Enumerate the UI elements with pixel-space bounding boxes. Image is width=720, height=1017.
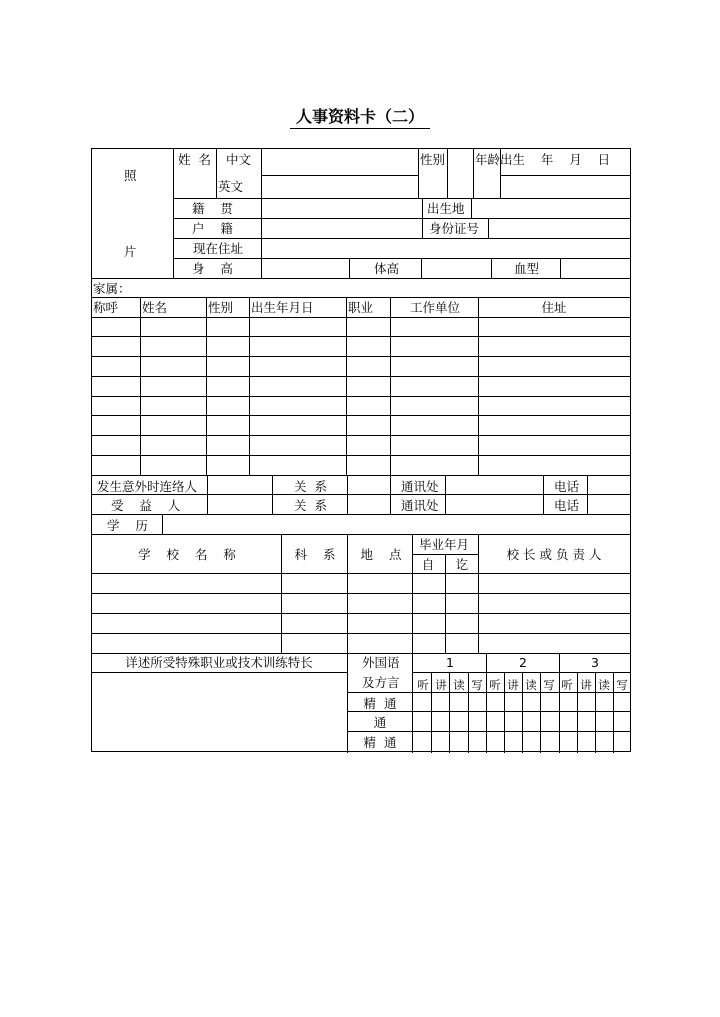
rule-line — [390, 297, 391, 475]
level-proficient: 通 — [373, 715, 387, 730]
rule-line — [92, 415, 478, 416]
rule-line — [478, 534, 479, 653]
rule-line — [347, 475, 348, 514]
family-label: 家属： — [93, 281, 131, 296]
rule-line — [613, 672, 614, 753]
rule-line — [560, 258, 561, 278]
rule-line — [540, 672, 541, 753]
rule-line — [449, 672, 450, 753]
beneficiary-address-label: 通讯处 — [401, 498, 439, 513]
language-group-3: 3 — [591, 655, 599, 670]
graduation-to-header: 讫 — [455, 557, 469, 572]
family-header-employer: 工作单位 — [409, 300, 461, 315]
chinese-name-label: 中文 — [226, 152, 252, 167]
rule-line — [471, 198, 472, 218]
photo-label-top: 照 — [124, 168, 137, 183]
rule-line — [92, 613, 630, 614]
name-label: 姓 名 — [178, 152, 211, 167]
rule-line — [478, 376, 630, 377]
rule-line — [92, 514, 630, 515]
household-label: 户 籍 — [192, 221, 233, 236]
language-group-2: 2 — [519, 655, 527, 670]
blood-type-label: 血型 — [514, 261, 540, 276]
ability-speak-1: 讲 — [435, 678, 447, 692]
rule-line — [347, 534, 348, 653]
language-label-2: 及方言 — [362, 675, 400, 690]
rule-line — [162, 514, 163, 534]
rule-line — [262, 175, 418, 176]
ability-listen-2: 听 — [489, 678, 501, 692]
rule-line — [412, 653, 413, 753]
rule-line — [140, 297, 141, 475]
principal-header: 校 长 或 负 责 人 — [506, 547, 602, 562]
rule-line — [421, 258, 422, 278]
rule-line — [595, 672, 596, 753]
emergency-phone-label: 电话 — [554, 479, 580, 494]
ability-listen-1: 听 — [417, 678, 429, 692]
gender-label: 性别 — [420, 152, 446, 167]
rule-line — [478, 435, 630, 436]
emergency-address-label: 通讯处 — [401, 479, 439, 494]
family-header-gender: 性别 — [208, 300, 234, 315]
family-header-birth: 出生年月日 — [251, 300, 314, 315]
rule-line — [174, 198, 630, 199]
page-title: 人事资料卡（二） — [0, 104, 720, 127]
rule-line — [92, 672, 347, 673]
graduation-from-header: 自 — [421, 557, 435, 572]
level-fluent-2: 精 通 — [363, 735, 397, 750]
language-group-1: 1 — [446, 655, 454, 670]
ability-write-1: 写 — [471, 678, 483, 692]
rule-line — [92, 573, 630, 574]
birth-date-label: 出生 年 月 日 — [500, 152, 611, 167]
beneficiary-phone-label: 电话 — [554, 498, 580, 513]
rule-line — [92, 317, 478, 318]
rule-line — [261, 149, 262, 278]
rule-line — [347, 711, 630, 712]
personnel-form — [91, 148, 631, 752]
rule-line — [478, 317, 630, 318]
rule-line — [491, 258, 492, 278]
rule-line — [206, 297, 207, 475]
rule-line — [478, 415, 630, 416]
rule-line — [207, 475, 208, 514]
family-header-title: 称呼 — [93, 300, 119, 315]
rule-line — [349, 258, 350, 278]
rule-line — [174, 238, 630, 239]
rule-line — [92, 534, 630, 535]
native-place-label: 籍 贯 — [192, 201, 233, 216]
rule-line — [92, 475, 630, 476]
rule-line — [390, 475, 391, 514]
ability-write-3: 写 — [616, 678, 628, 692]
rule-line — [92, 278, 630, 279]
rule-line — [447, 149, 448, 198]
id-number-label: 身份证号 — [429, 221, 480, 236]
rule-line — [92, 356, 478, 357]
language-label-1: 外国语 — [362, 655, 400, 670]
education-label: 学 历 — [107, 518, 148, 533]
special-training-label: 详述所受特殊职业或技术训练特长 — [125, 655, 313, 670]
rule-line — [418, 149, 419, 198]
rule-line — [92, 376, 478, 377]
age-label: 年龄 — [475, 152, 501, 167]
rule-line — [92, 593, 630, 594]
rule-line — [478, 297, 479, 475]
rule-line — [478, 396, 630, 397]
weight-label: 体高 — [374, 261, 400, 276]
family-header-name: 姓名 — [142, 300, 168, 315]
family-header-address: 住址 — [541, 300, 567, 315]
emergency-contact-label: 发生意外时连络人 — [97, 479, 198, 494]
rule-line — [347, 731, 630, 732]
beneficiary-label: 受 益 人 — [111, 498, 181, 513]
rule-line — [478, 336, 630, 337]
rule-line — [543, 475, 544, 514]
rule-line — [92, 396, 478, 397]
school-name-header: 学 校 名 称 — [138, 547, 236, 562]
rule-line — [272, 475, 273, 514]
rule-line — [92, 336, 478, 337]
ability-speak-2: 讲 — [507, 678, 519, 692]
level-fluent-1: 精 通 — [363, 696, 397, 711]
rule-line — [473, 149, 474, 198]
rule-line — [92, 494, 630, 495]
rule-line — [346, 297, 347, 475]
family-header-job: 职业 — [348, 300, 374, 315]
rule-line — [422, 198, 423, 238]
graduation-header: 毕业年月 — [418, 537, 470, 552]
rule-line — [216, 149, 217, 198]
current-address-label: 现在住址 — [193, 241, 244, 256]
rule-line — [486, 653, 487, 753]
rule-line — [412, 672, 630, 673]
height-label: 身 高 — [192, 261, 233, 276]
rule-line — [587, 475, 588, 514]
ability-listen-3: 听 — [561, 678, 573, 692]
rule-line — [92, 297, 630, 298]
ability-read-2: 读 — [525, 678, 537, 692]
rule-line — [488, 218, 489, 238]
rule-line — [500, 175, 630, 176]
rule-line — [174, 258, 630, 259]
rule-line — [92, 653, 630, 654]
rule-line — [478, 455, 630, 456]
birthplace-label: 出生地 — [427, 201, 465, 216]
beneficiary-relation-label: 关 系 — [294, 498, 327, 513]
rule-line — [445, 554, 446, 653]
rule-line — [174, 218, 630, 219]
location-header: 地 点 — [360, 547, 402, 562]
rule-line — [92, 435, 478, 436]
rule-line — [577, 672, 578, 753]
rule-line — [504, 672, 505, 753]
emergency-relation-label: 关 系 — [294, 479, 327, 494]
rule-line — [559, 653, 560, 753]
rule-line — [249, 297, 250, 475]
rule-line — [173, 149, 174, 278]
rule-line — [431, 672, 432, 753]
rule-line — [92, 633, 630, 634]
rule-line — [445, 475, 446, 514]
rule-line — [478, 356, 630, 357]
rule-line — [347, 653, 348, 753]
ability-read-3: 读 — [598, 678, 610, 692]
department-header: 科 系 — [294, 547, 336, 562]
ability-read-1: 读 — [453, 678, 465, 692]
rule-line — [92, 455, 478, 456]
ability-speak-3: 讲 — [580, 678, 592, 692]
ability-write-2: 写 — [543, 678, 555, 692]
rule-line — [412, 534, 413, 653]
rule-line — [281, 534, 282, 653]
photo-label-bottom: 片 — [124, 244, 137, 259]
english-name-label: 英文 — [218, 179, 244, 194]
rule-line — [347, 692, 630, 693]
rule-line — [468, 672, 469, 753]
rule-line — [522, 672, 523, 753]
